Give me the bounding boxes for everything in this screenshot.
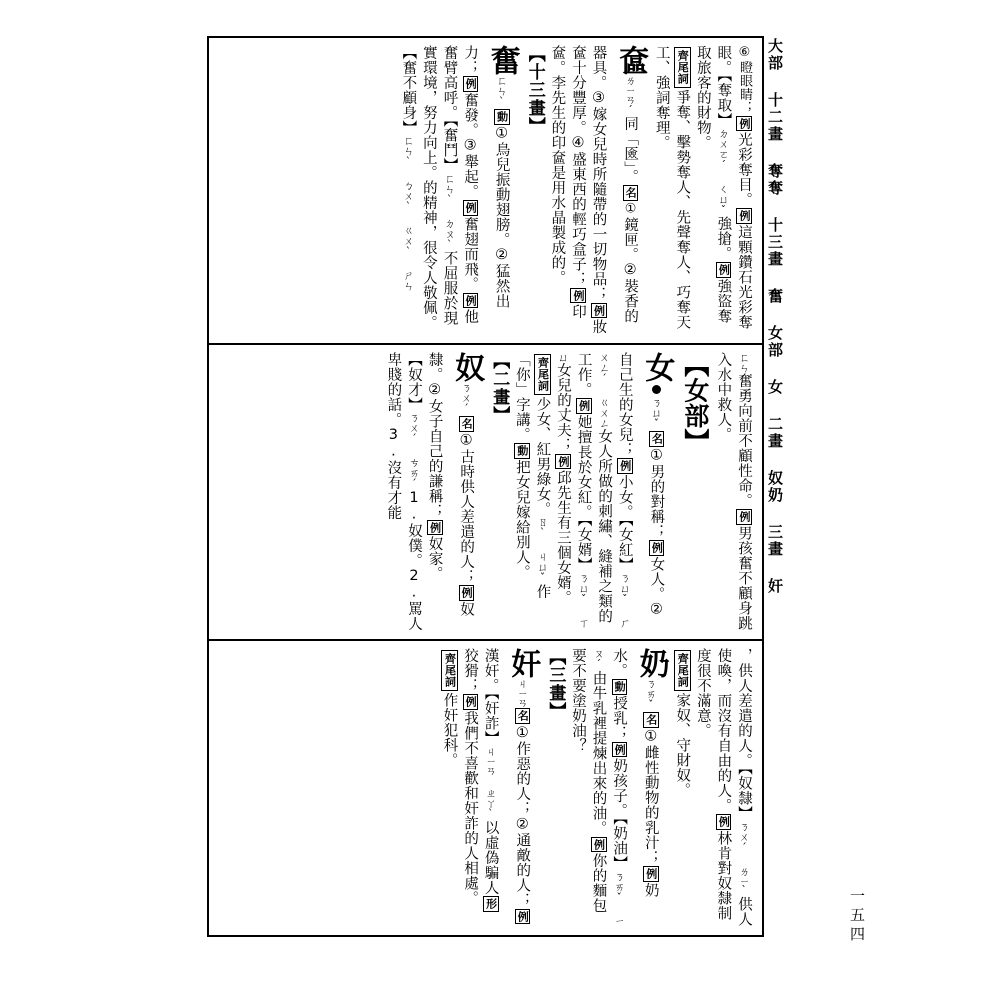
nv-gloss-7: 邱先生有三個女婿。 <box>555 470 572 605</box>
nai-gloss-4: 奶孩子。 <box>611 758 628 818</box>
pronunciation-fen: ㄈㄣˋ <box>495 75 508 108</box>
tail-compounds-nv: 少女、紅男綠女。 <box>534 396 551 517</box>
tag-example: 例 <box>650 542 664 554</box>
entry-dot <box>652 385 661 394</box>
stroke-heading-13: 【十三畫】 <box>524 45 545 135</box>
sub-entry-nucai: 【奴才】 <box>405 352 422 412</box>
pronunciation-nvhong: ㄋㄩˇ ㄏㄨㄥˊ ㄍㄨㄥ <box>598 352 631 628</box>
tag-example: 例 <box>613 743 627 755</box>
page-number: 一五四 <box>848 888 866 945</box>
nu-gloss-4: 1.奴僕。2.罵人卑賤的話。3.沒有才能 <box>385 352 422 631</box>
pronunciation-jianzha: ㄐㄧㄢ ㄓㄚˋ <box>484 745 497 821</box>
tag-example: 例 <box>571 289 585 301</box>
fen-gloss-3: 奮翅而飛。 <box>462 216 479 292</box>
tag-noun: 名 <box>460 418 474 430</box>
sub-entry-fenbuguShen: 【奮不顧身】 <box>400 45 417 135</box>
tag-example: 例 <box>464 294 478 306</box>
tail-label: 齊尾詞 <box>534 354 551 395</box>
band-bottom-text <box>209 641 762 935</box>
tag-example: 例 <box>738 511 751 523</box>
nu-gloss-3: 奴家。 <box>426 536 443 581</box>
stroke-heading-3: 【三畫】 <box>545 648 566 720</box>
lian-gloss-1: 同「匳」。 <box>622 116 639 185</box>
running-header: 大部 十二畫 奪奪 十三畫 奮 女部 女 二畫 奴奶 三畫 奸 <box>766 38 784 595</box>
tag-example: 例 <box>717 264 731 276</box>
nai-gloss-6: 你的麵包要不要塗奶油？ <box>569 648 607 913</box>
pronunciation-fenbugushen: ㄈㄣˋ ㄅㄨˋ ㄍㄨˋ ㄕㄣ <box>402 135 415 291</box>
nai-gloss-2: 奶水。 <box>611 648 659 898</box>
nv-gloss-6: 女兒的丈夫； <box>555 362 572 453</box>
radical-heading-nv: 【女部】 <box>680 352 710 454</box>
tag-example: 例 <box>464 202 478 214</box>
tag-noun: 名 <box>650 433 664 445</box>
gloss-5: 盜奪取旅客的財物。 <box>694 45 732 324</box>
pronunciation-nvxu: ㄋㄩˇ ㄒㄩ <box>557 352 590 628</box>
nai-gloss-1: ①雌性動物的乳汁； <box>642 728 659 865</box>
tag-verb: 動 <box>613 681 627 693</box>
fen-gloss-2: 奮發。③舉起。 <box>462 92 479 199</box>
fen-gloss-4b: 臂高呼。 <box>441 60 458 120</box>
sub-entry-nvxu: 【女婿】 <box>575 519 592 573</box>
jian-gloss-4: 狡猾； <box>462 648 479 693</box>
sub-entry-naiyou: 【奶油】 <box>611 818 628 871</box>
tag-noun: 名 <box>624 187 638 199</box>
lian-gloss-3: ②裝香的器具。 <box>590 45 639 324</box>
tag-verb: 動 <box>515 445 529 457</box>
tag-example: 例 <box>644 868 658 880</box>
fen-gloss-4: 他奮 <box>441 45 479 324</box>
pronunciation-nu: ㄋㄨˊ <box>460 382 473 415</box>
tag-example: 例 <box>618 460 632 472</box>
lian-gloss-4: ③嫁女兒時所隨帶的一切物品 <box>590 90 607 287</box>
sub-entry-jianzha: 【奸詐】 <box>482 693 499 746</box>
text-frame <box>207 36 764 937</box>
sub-entry-nuli: 【奴隸】 <box>736 768 752 821</box>
stroke-heading-2: 【二畫】 <box>489 352 510 424</box>
band-bottom <box>209 639 762 935</box>
tail-label: 齊尾詞 <box>674 47 691 88</box>
tail-compounds-duo: 爭奪、擊勢奪人、先聲奪人、巧奪天工、強詞奪理。 <box>653 45 691 330</box>
tail-label: 齊尾詞 <box>441 650 458 691</box>
band-middle-text <box>209 345 762 639</box>
nv-gloss-1: ①男的對稱； <box>648 447 665 539</box>
tag-example: 例 <box>577 400 591 412</box>
tail-compounds-jian: 作奸犯科。 <box>441 692 458 768</box>
gloss-4: 強 <box>715 278 732 294</box>
jian-gloss-1: ①作惡的人；②通敵的人； <box>514 724 531 908</box>
headword-nai: 奶 <box>633 648 669 678</box>
tag-example: 例 <box>428 521 442 533</box>
lian-gloss-7: 印奩。李先生的印奩是用水晶製成的。 <box>549 45 586 319</box>
tail-label: 齊尾詞 <box>674 650 691 691</box>
tail-compounds-nu: 家奴、守財奴。 <box>674 692 691 798</box>
lian-gloss-6: ④盛東西的輕巧盒子； <box>569 135 586 287</box>
tag-example: 例 <box>557 455 571 467</box>
fen-gloss-8: 男孩奮不顧身跳入水中救人。 <box>715 352 752 631</box>
pronunciation-nai: ㄋㄞˇ <box>644 678 657 711</box>
gloss-2: 這顆鑽石光彩奪眼。 <box>715 45 752 330</box>
band-top-text <box>209 38 762 343</box>
tag-adj: 形 <box>484 898 498 910</box>
gloss-1: 光彩奪目。 <box>736 132 752 207</box>
pronunciation-naiyou: ㄋㄞˇ ㄧㄡˊ <box>592 648 626 925</box>
headword-fen: 奮 <box>484 45 520 75</box>
nv-gloss-9: 把女兒嫁給別人。 <box>513 459 530 580</box>
nv-gloss-4: 女人所做的刺繡、縫補之類的工作。 <box>575 352 613 624</box>
nv-gloss-2: 女人。②自己生的女兒； <box>616 352 665 618</box>
pronunciation-duoqu: ㄉㄨㄛˊ ㄑㄩˇ <box>717 127 730 217</box>
headword-nu: 奴 <box>449 352 485 382</box>
fen-gloss-7: 奮勇向前不顧性命。 <box>736 373 752 508</box>
fen-gloss-6: 的精神，很令人敬佩。 <box>420 180 437 330</box>
band-middle <box>209 343 762 639</box>
lian-gloss-5: 妝奩十分豐厚。 <box>569 45 607 334</box>
tag-example: 例 <box>592 838 606 850</box>
pronunciation-nv-alt: ㄖˋ ㄐㄩˇ <box>536 516 549 584</box>
tag-verb: 動 <box>495 111 509 123</box>
sense-1: ① <box>623 201 639 218</box>
tag-example: 例 <box>592 304 606 316</box>
jian-gloss-3: 以虛偽騙人 <box>482 820 499 896</box>
jian-gloss-2: 漢奸。 <box>482 648 499 693</box>
gloss-3: 強搶。 <box>715 216 732 262</box>
nu-gloss-5: ，供人差遣的人。 <box>736 648 752 768</box>
pronunciation-lian: ㄌㄧㄢˊ <box>624 75 637 117</box>
nu-gloss-6: 供人使喚，而沒有自由的人。 <box>715 648 752 927</box>
fen-gloss-5: 不屈服於現實環境，努力向上。 <box>420 45 458 326</box>
sub-entry-fendou: 【奮鬥】 <box>441 120 458 173</box>
lian-gloss-2: 鏡匣。 <box>622 217 639 263</box>
nai-gloss-5: 由牛乳裡提煉出來的油。 <box>590 670 607 836</box>
pronunciation-nuli: ㄋㄨˊ ㄌㄧˋ <box>738 820 750 897</box>
nv-gloss-3: 小女。 <box>616 474 633 520</box>
tag-example: 例 <box>460 587 474 599</box>
pronunciation-nucai: ㄋㄨˊ ㄘㄞˊ <box>407 412 420 490</box>
tag-noun: 名 <box>644 714 658 726</box>
headword-nv: 女 <box>639 352 675 382</box>
tag-example: 例 <box>464 696 478 708</box>
jian-gloss-5: 我們不喜歡和奸詐的人相處。 <box>462 710 479 906</box>
tag-example: 例 <box>738 117 751 129</box>
tag-example: 例 <box>464 78 478 90</box>
pronunciation-fendou: ㄈㄣˋ ㄉㄡˋ <box>443 172 456 251</box>
tag-example: 例 <box>738 210 751 222</box>
nv-gloss-5: 她擅長於女紅。 <box>575 414 592 520</box>
pronunciation-fen-2: ㄈㄣ <box>738 352 750 373</box>
nu-gloss-7: 林肯對奴隸制度很不滿意。 <box>694 648 732 921</box>
lian-punct: ； <box>590 286 607 302</box>
headword-lian: 奩 <box>613 45 649 75</box>
sub-entry-nvhong: 【女紅】 <box>616 519 633 573</box>
pronunciation-nv: ㄋㄩˇ <box>650 397 663 430</box>
tag-example: 例 <box>516 910 530 923</box>
band-top <box>209 38 762 343</box>
tag-example: 例 <box>717 816 731 828</box>
pronunciation-jian: ㄐㄧㄢ <box>516 678 529 708</box>
headword-jian: 奸 <box>505 648 541 678</box>
nv-gloss-8: 作「你」字講。 <box>513 352 551 599</box>
tag-noun: 名 <box>516 710 530 722</box>
nu-gloss-2: 奴隸。②女子自己的謙稱； <box>426 352 475 617</box>
nai-gloss-3: 授乳； <box>611 695 628 741</box>
nu-gloss-1: ①古時供人差遣的人； <box>458 432 475 584</box>
sub-entry-duoqu: 【奪取】 <box>715 75 732 128</box>
sense-marker-6: ⑥瞪眼睛； <box>737 45 752 115</box>
fen-gloss-1: ①鳥兒振動翅膀。②猛然出力； <box>462 45 510 309</box>
